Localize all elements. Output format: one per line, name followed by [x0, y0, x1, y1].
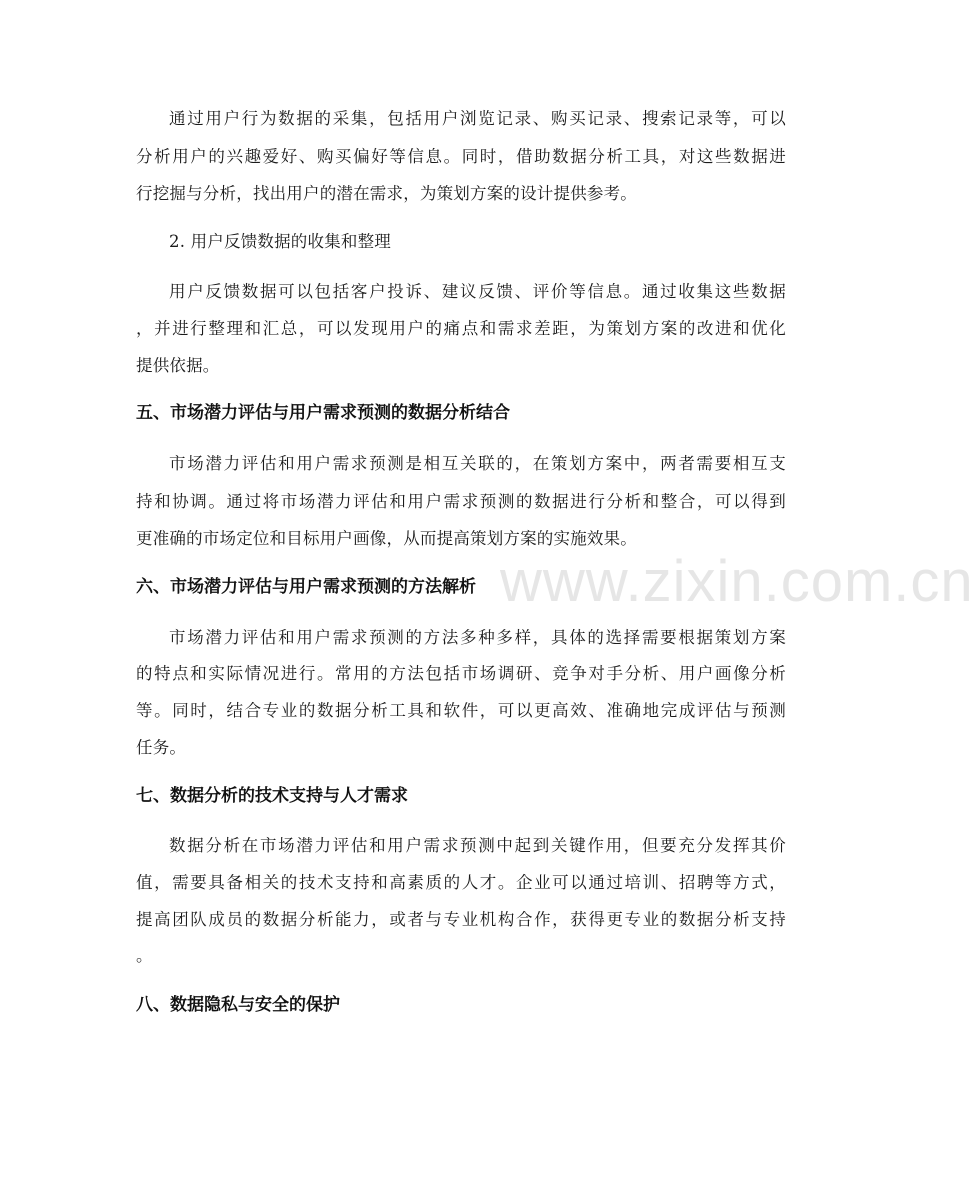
paragraph-line: 行挖掘与分析，找出用户的潜在需求，为策划方案的设计提供参考。 — [136, 184, 637, 203]
section-heading: 五、市场潜力评估与用户需求预测的数据分析结合 — [136, 403, 510, 423]
paragraph-line: 的特点和实际情况进行。常用的方法包括市场调研、竞争对手分析、用户画像分析 — [136, 664, 786, 683]
paragraph-line: 用户反馈数据可以包括客户投诉、建议反馈、评价等信息。通过收集这些数据 — [169, 282, 786, 301]
paragraph-line: 通过用户行为数据的采集，包括用户浏览记录、购买记录、搜索记录等，可以 — [169, 109, 786, 128]
watermark: www.zixin.com.cn — [500, 549, 974, 614]
section-heading: 七、数据分析的技术支持与人才需求 — [136, 786, 408, 806]
paragraph-line: 更准确的市场定位和目标用户画像，从而提高策划方案的实施效果。 — [136, 529, 637, 548]
paragraph-line: 任务。 — [136, 738, 187, 757]
paragraph-line: 值，需要具备相关的技术支持和高素质的人才。企业可以通过培训、招聘等方式， — [136, 873, 786, 892]
paragraph-line: ，并进行整理和汇总，可以发现用户的痛点和需求差距，为策划方案的改进和优化 — [136, 319, 786, 338]
paragraph-line: 。 — [136, 946, 153, 965]
paragraph-line: 等。同时，结合专业的数据分析工具和软件，可以更高效、准确地完成评估与预测 — [136, 701, 786, 720]
paragraph-line: 市场潜力评估和用户需求预测的方法多种多样，具体的选择需要根据策划方案 — [169, 628, 786, 647]
paragraph-line: 提供依据。 — [136, 356, 220, 375]
subsection-heading: 2. 用户反馈数据的收集和整理 — [169, 232, 391, 251]
paragraph-line: 数据分析在市场潜力评估和用户需求预测中起到关键作用，但要充分发挥其价 — [169, 836, 786, 855]
paragraph-line: 持和协调。通过将市场潜力评估和用户需求预测的数据进行分析和整合，可以得到 — [136, 492, 786, 511]
section-heading: 八、数据隐私与安全的保护 — [136, 995, 340, 1015]
section-heading: 六、市场潜力评估与用户需求预测的方法解析 — [136, 577, 476, 597]
paragraph-line: 提高团队成员的数据分析能力，或者与专业机构合作，获得更专业的数据分析支持 — [136, 910, 786, 929]
paragraph-line: 分析用户的兴趣爱好、购买偏好等信息。同时，借助数据分析工具，对这些数据进 — [136, 147, 786, 166]
paragraph-line: 市场潜力评估和用户需求预测是相互关联的，在策划方案中，两者需要相互支 — [169, 454, 786, 473]
